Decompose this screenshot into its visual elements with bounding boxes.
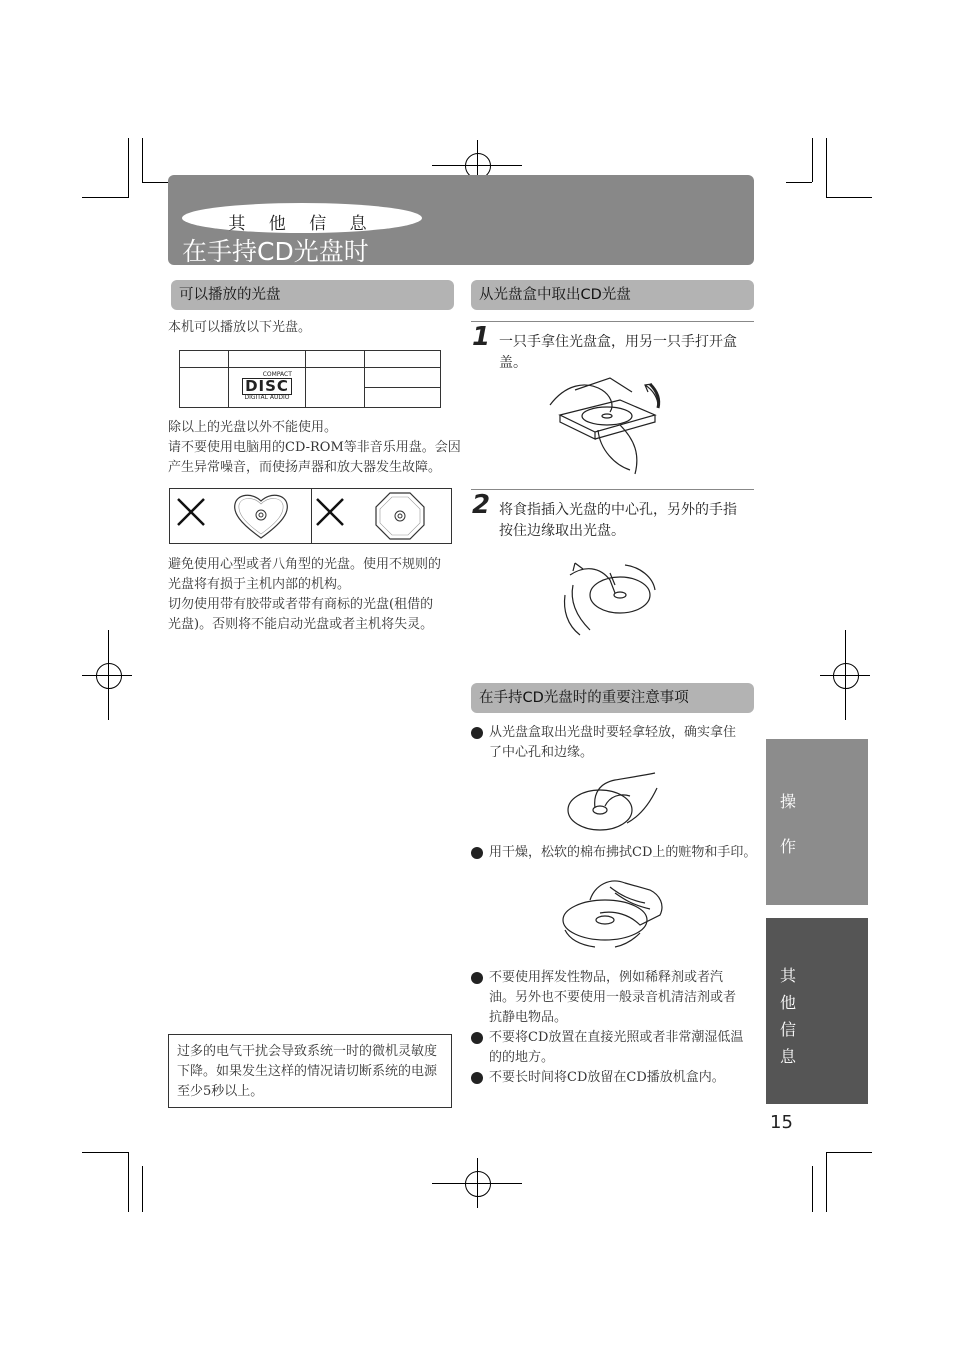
shape-note-line-4: 光盘)。否则将不能启动光盘或者主机将失灵。 [168,617,434,632]
header-subtitle: 其 他 信 息 [228,214,376,234]
page-number: 15 [770,1112,793,1133]
note-line-3: 产生异常噪音，而使扬声器和放大器发生故障。 [168,460,442,475]
prohibited-icon [315,497,345,527]
shape-note-line-2: 光盘将有损于主机内部的机构。 [168,577,351,592]
precaution-4: 不要将CD放置在直接光照或者非常潮湿低温 的的地方。 [471,1028,761,1068]
page-title: 在手持CD光盘时 [182,237,369,266]
side-tab-other-info[interactable]: 其 他 信 息 [766,918,868,1104]
open-case-illustration [540,370,670,475]
heart-disc-icon [230,491,292,541]
shape-note-line-1: 避免使用心型或者八角型的光盘。使用不规则的 [168,557,442,572]
step-2-line-1: 将食指插入光盘的中心孔，另外的手指 [499,502,737,518]
precaution-5: 不要长时间将CD放留在CD播放机盒内。 [471,1068,761,1088]
shape-note-line-3: 切勿使用带有胶带或者带有商标的光盘(租借的 [168,597,434,612]
intro-text: 本机可以播放以下光盘。 [168,320,312,335]
registration-mark [96,663,122,689]
notice-line-1: 过多的电气干扰会导致系统一时的微机灵敏度 [177,1044,438,1059]
section-heading-precautions: 在手持CD光盘时的重要注意事项 [471,683,754,713]
step-1-number: 1 [472,322,491,352]
octagon-disc-icon [374,491,426,541]
precaution-3: 不要使用挥发性物品，例如稀释剂或者汽 油。另外也不要使用一般录音机清洁剂或者 抗静电物品。 [471,968,761,1028]
step-1-line-1: 一只手拿住光盘盒，用另一只手打开盒 [499,334,737,350]
registration-mark [465,1171,491,1197]
step-2-number: 2 [472,490,491,520]
notice-line-2: 下降。如果发生这样的情况请切断系统的电源 [177,1064,438,1079]
compact-disc-logo: COMPACT DISC DIGITAL AUDIO [242,372,292,401]
irregular-disc-box [169,488,452,544]
prohibited-icon [176,497,206,527]
notice-line-3: 至少5秒以上。 [177,1084,264,1099]
section-heading-remove-disc: 从光盘盒中取出CD光盘 [471,280,754,310]
note-line-1: 除以上的光盘以外不能使用。 [168,420,338,435]
notice-box [168,1034,452,1108]
precaution-2: 用干燥，松软的棉布拂拭CD上的赃物和手印。 [471,843,761,863]
hold-disc-illustration [565,768,660,833]
side-tab-operation[interactable]: 操 作 [766,739,868,905]
note-line-2: 请不要使用电脑用的CD-ROM等非音乐用盘。会因 [168,440,461,455]
registration-mark [833,663,859,689]
section-heading-playable-discs: 可以播放的光盘 [171,280,454,310]
precaution-1: 从光盘盒取出光盘时要轻拿轻放，确实拿住 了中心孔和边缘。 [471,723,761,763]
remove-disc-illustration [555,555,660,640]
step-2-line-2: 按住边缘取出光盘。 [499,523,625,539]
wipe-disc-illustration [555,875,670,950]
disc-table [179,350,441,408]
step-1-line-2: 盖。 [499,355,527,371]
